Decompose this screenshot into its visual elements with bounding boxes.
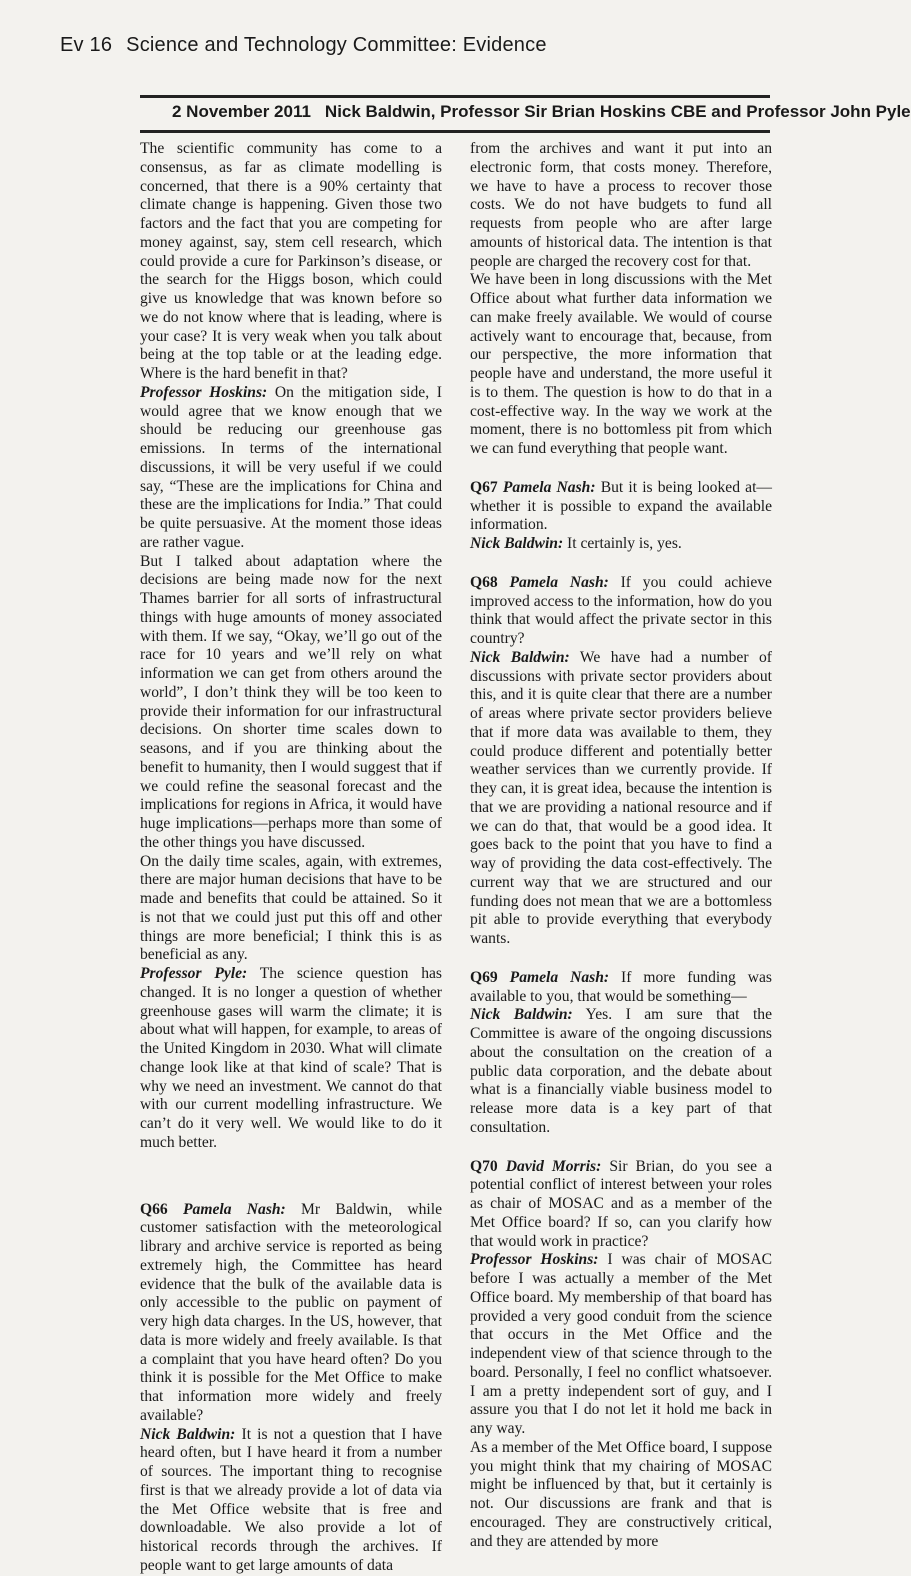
speaker-name: Nick Baldwin: [140,1425,236,1443]
answer [470,1006,772,1137]
session-witnesses: Nick Baldwin, Professor Sir Brian Hoskins CBE and Professor John Pyle [324,102,911,121]
paragraph: But I talked about adaptation where the decisions are being made now for the next Thames barrier for all sorts of infrastructural things with huge amounts of money associated with them. If we say, “Okay, we’ll go out of the race for 10 years and we’ll rely on what information we can get from others around the world”, I don’t think they will be too keen to provide their information for our infrastructural decisions. On shorter time scales down to seasons, and if you are thinking about the benefit to humanity, then I would suggest that if we could refine the seasonal forecast and the implications for regions in Africa, it would have huge implications—perhaps more than some of the other things you have discussed. [140,552,442,851]
top-rule [140,95,770,98]
paragraph: As a member of the Met Office board, I suppose you might think that my chairing of MOSAC might be influenced by that, but it certainly is not. Our discussions are frank and that is encouraged. They are constructively critical, and they are attended by more [470,1438,772,1550]
evidence-page-label: Ev 16 [60,34,113,56]
question-q66 [140,1201,442,1426]
speaker-name: Nick Baldwin: [470,1006,573,1024]
speaker-name: Nick Baldwin: [470,648,570,666]
body-columns [140,140,775,1574]
question-number: Q68 [470,573,498,591]
questioner-name: Pamela Nash: [509,573,609,591]
speech-text: On the mitigation side, I would agree that we know enough that we should be reducing our greenhouse gas emissions. In terms of the international discussions, it will be very useful if we could say, “These are the implications for China and these are the implications for India.” That could be quite persuasive. At the moment those ideas are rather vague. [140,383,442,551]
answer [470,535,772,554]
answer-text: Yes. I am sure that the Committee is aware of the ongoing discussions about the consultation on the creation of a public data corporation, and the debate about what is a financially viable business model to release more data is a key part of that consultation. [470,1006,772,1136]
paragraph: We have been in long discussions with the Met Office about what further data information we can make freely available. We would of course actively want to encourage that, because, from our perspective, the more information that people have and understand, the more useful it is to them. The question is how to do that in a cost-effective way. In the way we work at the moment, there is no bottomless pit from which we can fund everything that people want. [470,271,772,457]
left-column [140,140,442,1576]
answer-text: We have had a number of discussions with private sector providers about this, and it is quite clear that there are a number of areas where private sector providers believe that if more data was available to them, they could produce different and potentially better weather services than we currently provide. If they can, it is great idea, because the intention is that we are providing a national resource and if we can do that, that would be a good idea. It goes back to the point that you have to find a way of providing the data cost-effectively. The current way that we are structured and our funding does not mean that we are a bottomless pit able to provide everything that everybody wants. [470,648,772,947]
question-text: Mr Baldwin, while customer satisfaction with the meteorological library and archive service is reported as being extremely high, the Committee has heard evidence that the bulk of the available data is only accessible to the public on payment of very high data charges. In the US, however, that data is more widely and freely available. Is that a complaint that you have heard often? Do you think it is possible for the Met Office to make that information more widely and freely available? [140,1200,442,1424]
speaker-name: Professor Hoskins: [470,1251,599,1269]
answer [470,1251,772,1439]
speaker-name: Professor Hoskins: [140,383,268,401]
question-q67 [470,479,772,535]
question-number: Q69 [470,968,498,986]
paragraph: The scientific community has come to a consensus, as far as climate modelling is concerned, that there is a 90% certainty that climate change is happening. Given those two factors and the fact that you are competing for money against, say, stem cell research, which could provide a cure for Parkinson’s disease, or the search for the Higgs boson, which could give us knowledge that was known before so we do not know where that is leading, where is your case? It is very weak when you talk about being at the top table or at the leading edge. Where is the hard benefit in that? [140,140,442,382]
answer [140,1426,442,1576]
running-head [60,34,547,57]
question-number: Q67 [470,478,498,496]
session-date: 2 November 2011 [172,102,311,121]
speech-text: The science question has changed. It is no longer a question of whether greenhouse gases will warm the climate; it is about what will happen, for example, to areas of the United Kingdom in 2030. What will climate change look like at that kind of scale? That is why we need an investment. We cannot do that with our current modelling infrastructure. We can’t do it very well. We would like to do it much better. [140,965,442,1151]
questioner-name: Pamela Nash: [502,478,596,496]
question-q69 [470,969,772,1007]
bottom-rule [140,130,770,133]
question-text: But it is being looked at—whether it is possible to expand the available information. [470,478,772,534]
right-column [470,140,772,1551]
paragraph [140,384,442,553]
speaker-name: Nick Baldwin: [470,535,564,552]
paragraph: from the archives and want it put into an electronic form, that costs money. Therefore, we have to have a process to recover those costs. We do not have budgets to fund all requests from people who are after large amounts of historical data. The intention is that people are charged the recovery cost for that. [470,140,772,270]
question-number: Q66 [140,1200,168,1218]
question-text: Sir Brian, do you see a potential conflict of interest between your roles as chair of MOSAC and as a member of the Met Office board? If so, can you clarify how that would work in practice? [470,1157,772,1250]
answer-text: I was chair of MOSAC before I was actually a member of the Met Office board. My membership of that board has provided a very good conduit from the science that occurs in the Met Office and the independent view of that science through to the board. Personally, I feel no conflict whatsoever. I am a pretty independent sort of guy, and I assure you that I do not let it hold me back in any way. [470,1251,772,1437]
answer-text: It is not a question that I have heard often, but I have heard it from a number of sources. The important thing to recognise first is that we already provide a lot of data via the Met Office website that is free and downloadable. We also provide a lot of historical records through the archives. If people want to get large amounts of data [140,1425,442,1574]
paragraph [140,965,442,1153]
answer [470,649,772,949]
session-heading [172,102,911,122]
questioner-name: Pamela Nash: [509,968,610,986]
questioner-name: Pamela Nash: [183,1200,286,1218]
question-text: If more funding was available to you, that would be something— [470,968,772,1005]
question-number: Q70 [470,1157,498,1175]
paragraph: On the daily time scales, again, with extremes, there are major human decisions that have to be made and benefits that could be attained. So it is not that we could just put this off and other things are more beneficial; I think this is as beneficial as any. [140,852,442,964]
question-q68 [470,574,772,649]
question-q70 [470,1158,772,1252]
question-text: If you could achieve improved access to the information, how do you think that would affect the private sector in this country? [470,573,772,647]
committee-title: Science and Technology Committee: Evidence [126,34,547,56]
answer-text: It certainly is, yes. [563,535,682,552]
speaker-name: Professor Pyle: [140,965,248,982]
questioner-name: David Morris: [505,1157,602,1175]
page-header [60,20,760,68]
